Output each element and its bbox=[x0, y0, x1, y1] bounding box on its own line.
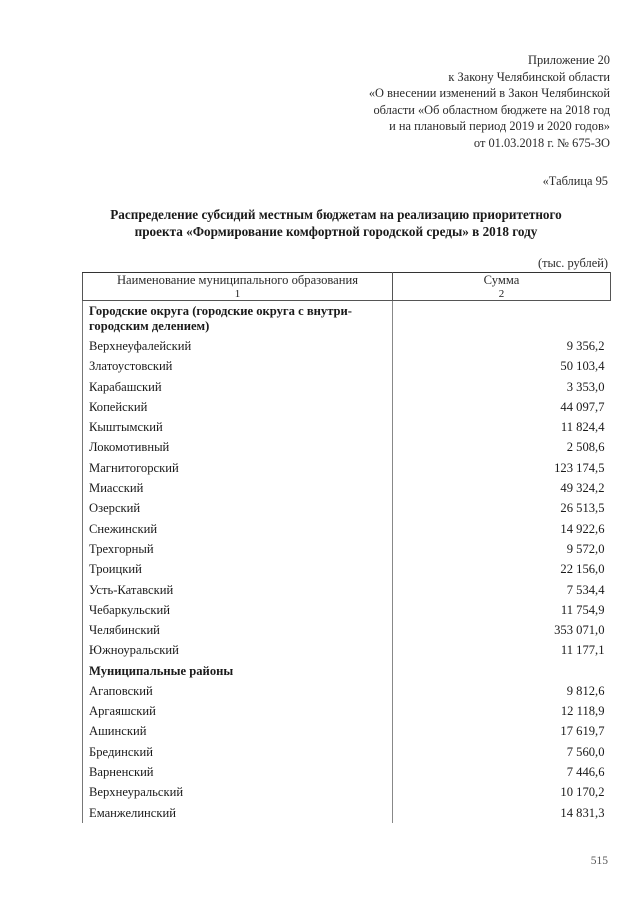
municipality-name: Магнитогорский bbox=[83, 458, 393, 478]
municipality-name: Озерский bbox=[83, 498, 393, 518]
header-line: от 01.03.2018 г. № 675-ЗО bbox=[473, 135, 610, 150]
column-header-sum: Сумма bbox=[393, 273, 611, 289]
table-row bbox=[83, 559, 611, 579]
municipality-name: Кыштымский bbox=[83, 417, 393, 437]
column-number-1: 1 bbox=[83, 288, 393, 301]
subsidy-amount: 11 177,1 bbox=[393, 640, 611, 660]
table-group-row bbox=[83, 301, 611, 337]
table-row bbox=[83, 397, 611, 417]
subsidy-amount: 123 174,5 bbox=[393, 458, 611, 478]
municipality-name: Южноуральский bbox=[83, 640, 393, 660]
header-line: к Закону Челябинской области bbox=[448, 69, 610, 84]
table-row bbox=[83, 519, 611, 539]
subsidy-amount: 26 513,5 bbox=[393, 498, 611, 518]
municipality-name: Ашинский bbox=[83, 721, 393, 741]
subsidy-amount: 44 097,7 bbox=[393, 397, 611, 417]
table-row bbox=[83, 803, 611, 823]
municipality-name: Верхнеуфалейский bbox=[83, 336, 393, 356]
table-row bbox=[83, 721, 611, 741]
document-title bbox=[96, 207, 576, 240]
table-row bbox=[83, 458, 611, 478]
municipality-name: Варненский bbox=[83, 762, 393, 782]
subsidy-amount: 14 831,3 bbox=[393, 803, 611, 823]
header-line: и на плановый период 2019 и 2020 годов» bbox=[389, 119, 610, 134]
table-body bbox=[83, 301, 611, 823]
subsidy-amount: 9 812,6 bbox=[393, 681, 611, 701]
table-row bbox=[83, 580, 611, 600]
table-header-row bbox=[83, 273, 611, 289]
subsidy-amount: 7 534,4 bbox=[393, 580, 611, 600]
municipality-name: Челябинский bbox=[83, 620, 393, 640]
title-line-2: проекта «Формирование комфортной городской среды» в 2018 году bbox=[134, 223, 538, 239]
page-number: 515 bbox=[590, 855, 608, 867]
table-row bbox=[83, 498, 611, 518]
municipality-name: Троицкий bbox=[83, 559, 393, 579]
municipality-name: Еманжелинский bbox=[83, 803, 393, 823]
subsidy-amount: 9 356,2 bbox=[393, 336, 611, 356]
table-row bbox=[83, 377, 611, 397]
group-sum-cell bbox=[393, 301, 611, 337]
subsidy-amount: 2 508,6 bbox=[393, 437, 611, 457]
table-column-number-row bbox=[83, 288, 611, 301]
municipality-name: Усть-Катавский bbox=[83, 580, 393, 600]
group-title: Городские округа (городские округа с внутри-городским делением) bbox=[83, 301, 393, 337]
group-title: Муниципальные районы bbox=[83, 661, 393, 681]
units-label: (тыс. рублей) bbox=[537, 256, 608, 270]
municipality-name: Копейский bbox=[83, 397, 393, 417]
subsidy-amount: 17 619,7 bbox=[393, 721, 611, 741]
subsidy-amount: 11 824,4 bbox=[393, 417, 611, 437]
municipality-name: Брединский bbox=[83, 742, 393, 762]
municipality-name: Златоустовский bbox=[83, 356, 393, 376]
table-number-note: «Таблица 95 bbox=[542, 174, 608, 188]
municipality-name: Снежинский bbox=[83, 519, 393, 539]
table-row bbox=[83, 600, 611, 620]
title-line-1: Распределение субсидий местным бюджетам на реализацию приоритетного bbox=[110, 207, 562, 222]
appendix-header bbox=[369, 52, 610, 152]
subsidy-amount: 7 560,0 bbox=[393, 742, 611, 762]
subsidy-amount: 12 118,9 bbox=[393, 701, 611, 721]
header-line: Приложение 20 bbox=[528, 53, 610, 67]
subsidy-amount: 353 071,0 bbox=[393, 620, 611, 640]
table-row bbox=[83, 620, 611, 640]
table-row bbox=[83, 681, 611, 701]
table-row bbox=[83, 762, 611, 782]
table-row bbox=[83, 782, 611, 802]
table-row bbox=[83, 478, 611, 498]
table-row bbox=[83, 640, 611, 660]
municipality-name: Агаповский bbox=[83, 681, 393, 701]
column-number-2: 2 bbox=[393, 288, 611, 301]
municipality-name: Трехгорный bbox=[83, 539, 393, 559]
table-row bbox=[83, 437, 611, 457]
subsidy-table bbox=[82, 272, 611, 823]
table-row bbox=[83, 742, 611, 762]
municipality-name: Аргаяшский bbox=[83, 701, 393, 721]
municipality-name: Верхнеуральский bbox=[83, 782, 393, 802]
table-row bbox=[83, 539, 611, 559]
table-row bbox=[83, 701, 611, 721]
subsidy-amount: 14 922,6 bbox=[393, 519, 611, 539]
subsidy-amount: 7 446,6 bbox=[393, 762, 611, 782]
subsidy-amount: 3 353,0 bbox=[393, 377, 611, 397]
table-row bbox=[83, 417, 611, 437]
municipality-name: Чебаркульский bbox=[83, 600, 393, 620]
subsidy-amount: 22 156,0 bbox=[393, 559, 611, 579]
header-line: области «Об областном бюджете на 2018 год bbox=[373, 102, 610, 117]
column-header-name: Наименование муниципального образования bbox=[83, 273, 393, 289]
municipality-name: Локомотивный bbox=[83, 437, 393, 457]
subsidy-amount: 11 754,9 bbox=[393, 600, 611, 620]
municipality-name: Карабашский bbox=[83, 377, 393, 397]
header-line: «О внесении изменений в Закон Челябинской bbox=[368, 86, 610, 101]
group-sum-cell bbox=[393, 661, 611, 681]
table-row bbox=[83, 336, 611, 356]
municipality-name: Миасский bbox=[83, 478, 393, 498]
subsidy-amount: 49 324,2 bbox=[393, 478, 611, 498]
table-group-row bbox=[83, 661, 611, 681]
subsidy-amount: 9 572,0 bbox=[393, 539, 611, 559]
subsidy-amount: 50 103,4 bbox=[393, 356, 611, 376]
subsidy-amount: 10 170,2 bbox=[393, 782, 611, 802]
table-row bbox=[83, 356, 611, 376]
